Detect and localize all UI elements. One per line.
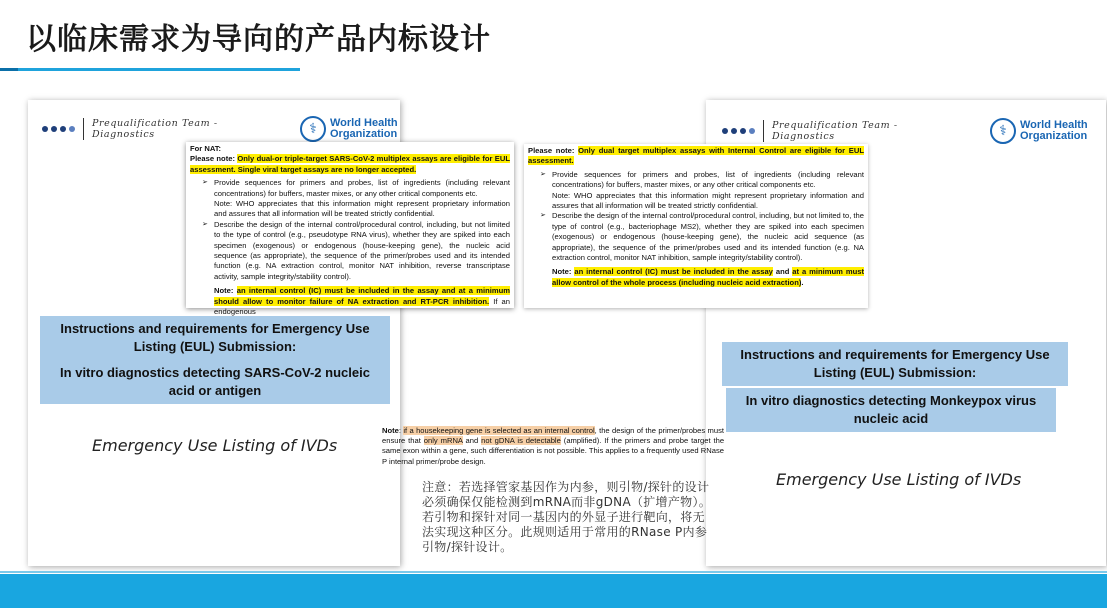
team-line-1: Prequalification Team - bbox=[92, 118, 218, 129]
team-line-2: Diagnostics bbox=[92, 129, 155, 140]
right-box-line-2: In vitro diagnostics detecting Monkeypox virus nucleic acid bbox=[745, 393, 1037, 426]
who-globe-icon: ⚕ bbox=[990, 118, 1016, 144]
please-note-label: Please note: bbox=[190, 154, 235, 164]
left-doc-header bbox=[42, 118, 218, 140]
who-line-2: Organization bbox=[330, 128, 398, 140]
note-part: (amplified). If the primers and probe target the same exon within a gene, such differentiation is not possible. This applies to a frequently used RNase P internal primer/probe design. bbox=[382, 436, 725, 466]
bullet-internal-control: ➢ Describe the design of the internal control/procedural control, including, but not limited to the type of control (e.g., pseudotype RNA virus), whether they are spiked into each specimen (exogenous) or endogenous (house-keeping gene), the nucleic acid sequence (as appropriate), the sequence of the primer/probes used and its intended function (e.g. NA extraction control, monitor NAT inhibition, reverse transcriptase activity, sample integrity/stability control). bbox=[190, 220, 510, 282]
note-tail: If an endogenous bbox=[214, 296, 510, 317]
right-emergency-label: Emergency Use Listing of IVDs bbox=[776, 470, 1022, 489]
bullet-internal-control: ➢ Describe the design of the internal control/procedural control, including, but not limited to, the type of control (e.g., bacteriophage MS2), whether they are spiked into each specimen (exogenous) or endogenous (house-keeping gene), the nucleic acid sequence (as appropriate), the sequence of the primer/probes used and its intended function (e.g. NA extraction control, monitor NAT inhibition, sample integrity/stability control). bbox=[528, 211, 864, 263]
right-team-label bbox=[763, 120, 898, 142]
who-globe-icon: ⚕ bbox=[300, 116, 326, 142]
right-requirements-snippet bbox=[524, 144, 868, 308]
left-who-logo bbox=[300, 116, 398, 142]
note-part: and bbox=[462, 436, 482, 446]
chinese-translation: 注意：若选择管家基因作为内参，则引物/探针的设计必须确保仅能检测到mRNA而非gDNA（扩增产物）。若引物和探针对同一基因内的外显子进行靶向，将无法实现这种区分。此规则适用于常用的RNase P内参引物/探针设计。 bbox=[422, 480, 712, 554]
who-line-2: Organization bbox=[1020, 130, 1088, 142]
note-end: . bbox=[801, 277, 804, 287]
who-line-1: World Health bbox=[1020, 119, 1088, 131]
bullet-sequences: ➢ Provide sequences for primers and probes, list of ingredients (including relevant concentrations) for buffers, master mixes, or any other critical components etc. bbox=[528, 170, 864, 191]
left-emergency-label: Emergency Use Listing of IVDs bbox=[92, 436, 338, 455]
housekeeping-highlight: if a housekeeping gene is selected as an internal control bbox=[403, 426, 595, 435]
pq-dots-icon bbox=[42, 126, 75, 132]
whole-process-text: at a minimum must allow control of the whole process (including nucleic acid extraction) bbox=[552, 267, 864, 287]
bullet-sequences-note: Note: WHO appreciates that this information might represent proprietary information and assures that all information will be treated strictly confidential. bbox=[552, 190, 864, 211]
mrna-highlight: only mRNA bbox=[423, 436, 463, 446]
note-mid: and bbox=[772, 267, 793, 277]
left-requirements-snippet bbox=[186, 142, 514, 317]
note-part: , the design of the primer/probes must ensure that bbox=[382, 426, 724, 446]
ic-requirement-text: an internal control (IC) must be included in the assay and at a minimum should allow to monitor failure of NA extraction and RT-PCR inhibition. bbox=[214, 286, 510, 306]
note-label: Note: bbox=[552, 267, 572, 277]
team-line-1: Prequalification Team - bbox=[772, 120, 898, 131]
ic-requirement-text: an internal control (IC) must be included in the assay bbox=[574, 267, 773, 277]
housekeeping-gene-note bbox=[382, 426, 724, 467]
please-note-text: Only dual-or triple-target SARS-CoV-2 multiplex assays are eligible for EUL assessment. Single viral target assays are no longer accepted. bbox=[190, 154, 510, 174]
right-title-box-2 bbox=[726, 388, 1056, 432]
left-team-label bbox=[83, 118, 218, 140]
note-part: : bbox=[398, 426, 404, 435]
right-who-logo bbox=[990, 118, 1088, 144]
left-title-box bbox=[40, 316, 390, 404]
who-line-1: World Health bbox=[330, 117, 398, 129]
slide-title: 以临床需求为导向的产品内标设计 bbox=[26, 22, 491, 57]
title-underline-accent bbox=[0, 68, 18, 71]
title-underline bbox=[0, 68, 300, 71]
note-label: Note bbox=[382, 426, 399, 435]
right-box-line-1: Instructions and requirements for Emergency Use Listing (EUL) Submission: bbox=[740, 347, 1050, 380]
gdna-highlight: not gDNA is detectable bbox=[481, 436, 561, 446]
please-note-text: Only dual target multiplex assays with Internal Control are eligible for EUL assessment. bbox=[528, 146, 864, 166]
right-doc-header bbox=[722, 120, 898, 142]
left-box-line-1: Instructions and requirements for Emergency Use Listing (EUL) Submission: bbox=[60, 321, 370, 354]
please-note-label: Please note: bbox=[528, 146, 575, 155]
bullet-sequences: ➢ Provide sequences for primers and probes, list of ingredients (including relevant concentrations) for buffers, master mixes, or any other critical components etc. bbox=[190, 178, 510, 199]
for-nat-label: For NAT: bbox=[190, 144, 222, 153]
right-title-box-1 bbox=[722, 342, 1068, 386]
note-label: Note: bbox=[214, 286, 234, 296]
left-box-line-2: In vitro diagnostics detecting SARS-CoV-2 nucleic acid or antigen bbox=[60, 365, 370, 398]
footer-line bbox=[0, 571, 1107, 573]
team-line-2: Diagnostics bbox=[772, 131, 835, 142]
footer-band bbox=[0, 574, 1107, 608]
pq-dots-icon bbox=[722, 128, 755, 134]
bullet-sequences-note: Note: WHO appreciates that this information might represent proprietary information and assures that all information will be treated strictly confidential. bbox=[214, 199, 510, 219]
